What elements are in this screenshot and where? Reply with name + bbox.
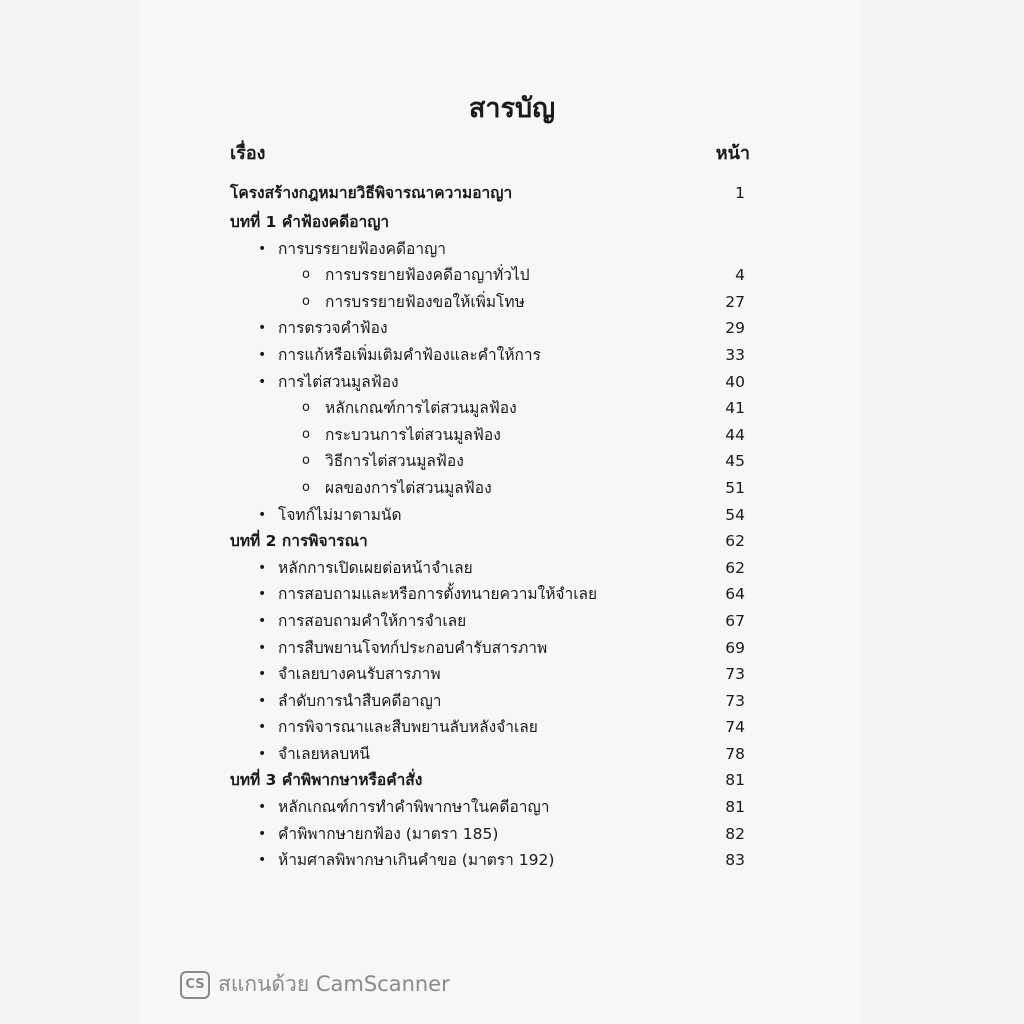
toc-entry	[230, 688, 750, 715]
entry-title: ลำดับการนำสืบคดีอาญา	[278, 691, 442, 710]
toc-entry	[230, 714, 750, 741]
bullet-icon: •	[258, 745, 267, 762]
entry-page-number: 45	[725, 452, 745, 471]
toc-entry	[230, 448, 750, 475]
bullet-icon: •	[258, 852, 267, 869]
entry-title: การแก้หรือเพิ่มเติมคำฟ้องและคำให้การ	[278, 345, 541, 364]
entry-page-number: 67	[725, 611, 745, 630]
entry-title: การบรรยายฟ้องคดีอาญาทั่วไป	[325, 266, 530, 285]
toc-entry	[230, 422, 750, 449]
entry-page-number: 44	[725, 425, 745, 444]
entry-page-number: 62	[725, 558, 745, 577]
toc-entry	[230, 555, 750, 582]
toc-entry	[230, 741, 750, 768]
entry-page-number: 69	[725, 638, 745, 657]
circle-bullet-icon: o	[302, 479, 310, 495]
toc-entry	[230, 369, 750, 396]
bullet-icon: •	[258, 692, 267, 709]
entry-title: จำเลยบางคนรับสารภาพ	[278, 665, 441, 684]
circle-bullet-icon: o	[302, 293, 310, 309]
toc-entry	[230, 794, 750, 821]
bullet-icon: •	[258, 346, 267, 363]
entry-title: การสอบถามคำให้การจำเลย	[278, 611, 467, 630]
camscanner-watermark	[180, 968, 450, 1001]
entry-page-number: 78	[725, 744, 745, 763]
entry-page-number: 74	[725, 718, 745, 737]
toc-entry	[230, 608, 750, 635]
bullet-icon: •	[258, 240, 267, 257]
entry-page-number: 41	[725, 399, 745, 418]
page-title: สารบัญ	[468, 93, 556, 124]
entry-page-number: 40	[725, 372, 745, 391]
toc-entry	[230, 475, 750, 502]
entry-page-number: 4	[735, 266, 745, 285]
entry-title: การสอบถามและหรือการตั้งทนายความให้จำเลย	[278, 585, 598, 604]
entry-page-number: 64	[725, 585, 745, 604]
circle-bullet-icon: o	[302, 453, 310, 469]
toc-entry	[230, 262, 750, 289]
bullet-icon: •	[258, 799, 267, 816]
entry-title: การไต่สวนมูลฟ้อง	[278, 372, 399, 391]
bullet-icon: •	[258, 825, 267, 842]
entry-title: การบรรยายฟ้องคดีอาญา	[278, 239, 446, 258]
entry-title: คำพิพากษายกฟ้อง (มาตรา 185)	[278, 824, 499, 843]
bullet-icon: •	[258, 666, 267, 683]
entry-title: หลักเกณฑ์การทำคำพิพากษาในคดีอาญา	[278, 798, 550, 817]
entry-title: โครงสร้างกฎหมายวิธีพิจารณาความอาญา	[230, 184, 513, 202]
entry-page-number: 81	[725, 771, 745, 790]
entry-title: จำเลยหลบหนี	[278, 744, 371, 763]
topic-column-header: เรื่อง	[230, 143, 266, 164]
watermark-text: สแกนด้วย CamScanner	[218, 972, 450, 996]
toc-heading	[230, 209, 750, 236]
bullet-icon: •	[258, 559, 267, 576]
entry-title: ห้ามศาลพิพากษาเกินคำขอ (มาตรา 192)	[278, 851, 555, 870]
entry-title: หลักการเปิดเผยต่อหน้าจำเลย	[278, 558, 473, 577]
page-column-header: หน้า	[715, 143, 750, 164]
entry-title: การตรวจคำฟ้อง	[278, 319, 388, 338]
entry-title: บทที่ 2 การพิจารณา	[230, 532, 368, 551]
toc-entry	[230, 342, 750, 369]
entry-page-number: 54	[725, 505, 745, 524]
entry-page-number: 83	[725, 851, 745, 870]
entry-page-number: 27	[725, 292, 745, 311]
entry-title: การสืบพยานโจทก์ประกอบคำรับสารภาพ	[278, 638, 548, 657]
circle-bullet-icon: o	[302, 426, 310, 442]
toc-entry	[230, 289, 750, 316]
entry-title: กระบวนการไต่สวนมูลฟ้อง	[325, 425, 501, 444]
toc-entry	[230, 661, 750, 688]
entry-title: การบรรยายฟ้องขอให้เพิ่มโทษ	[325, 292, 525, 311]
bullet-icon: •	[258, 639, 267, 656]
toc-entry	[230, 395, 750, 422]
bullet-icon: •	[258, 586, 267, 603]
camscanner-logo-icon: CS	[180, 971, 210, 999]
toc-entry	[230, 821, 750, 848]
toc-heading	[230, 180, 750, 209]
toc-entry	[230, 581, 750, 608]
toc-entry	[230, 502, 750, 529]
entry-title: โจทก์ไม่มาตามนัด	[278, 505, 402, 524]
toc-heading	[230, 767, 750, 794]
entry-title: หลักเกณฑ์การไต่สวนมูลฟ้อง	[325, 399, 517, 418]
entry-page-number: 73	[725, 665, 745, 684]
entry-page-number: 33	[725, 345, 745, 364]
entry-page-number: 1	[735, 184, 745, 202]
table-of-contents	[230, 180, 750, 874]
entry-title: บทที่ 1 คำฟ้องคดีอาญา	[230, 213, 390, 231]
entry-title: วิธีการไต่สวนมูลฟ้อง	[325, 452, 464, 471]
entry-title: ผลของการไต่สวนมูลฟ้อง	[325, 478, 492, 497]
toc-heading	[230, 528, 750, 555]
bullet-icon: •	[258, 612, 267, 629]
toc-entry	[230, 236, 750, 263]
entry-title: การพิจารณาและสืบพยานลับหลังจำเลย	[278, 718, 538, 737]
bullet-icon: •	[258, 320, 267, 337]
circle-bullet-icon: o	[302, 267, 310, 283]
entry-page-number: 73	[725, 691, 745, 710]
entry-page-number: 51	[725, 478, 745, 497]
entry-page-number: 82	[725, 824, 745, 843]
bullet-icon: •	[258, 719, 267, 736]
toc-entry	[230, 315, 750, 342]
toc-entry	[230, 847, 750, 874]
toc-entry	[230, 635, 750, 662]
entry-title: บทที่ 3 คำพิพากษาหรือคำสั่ง	[230, 771, 423, 790]
bullet-icon: •	[258, 506, 267, 523]
circle-bullet-icon: o	[302, 400, 310, 416]
entry-page-number: 29	[725, 319, 745, 338]
entry-page-number: 81	[725, 798, 745, 817]
bullet-icon: •	[258, 373, 267, 390]
entry-page-number: 62	[725, 532, 745, 551]
